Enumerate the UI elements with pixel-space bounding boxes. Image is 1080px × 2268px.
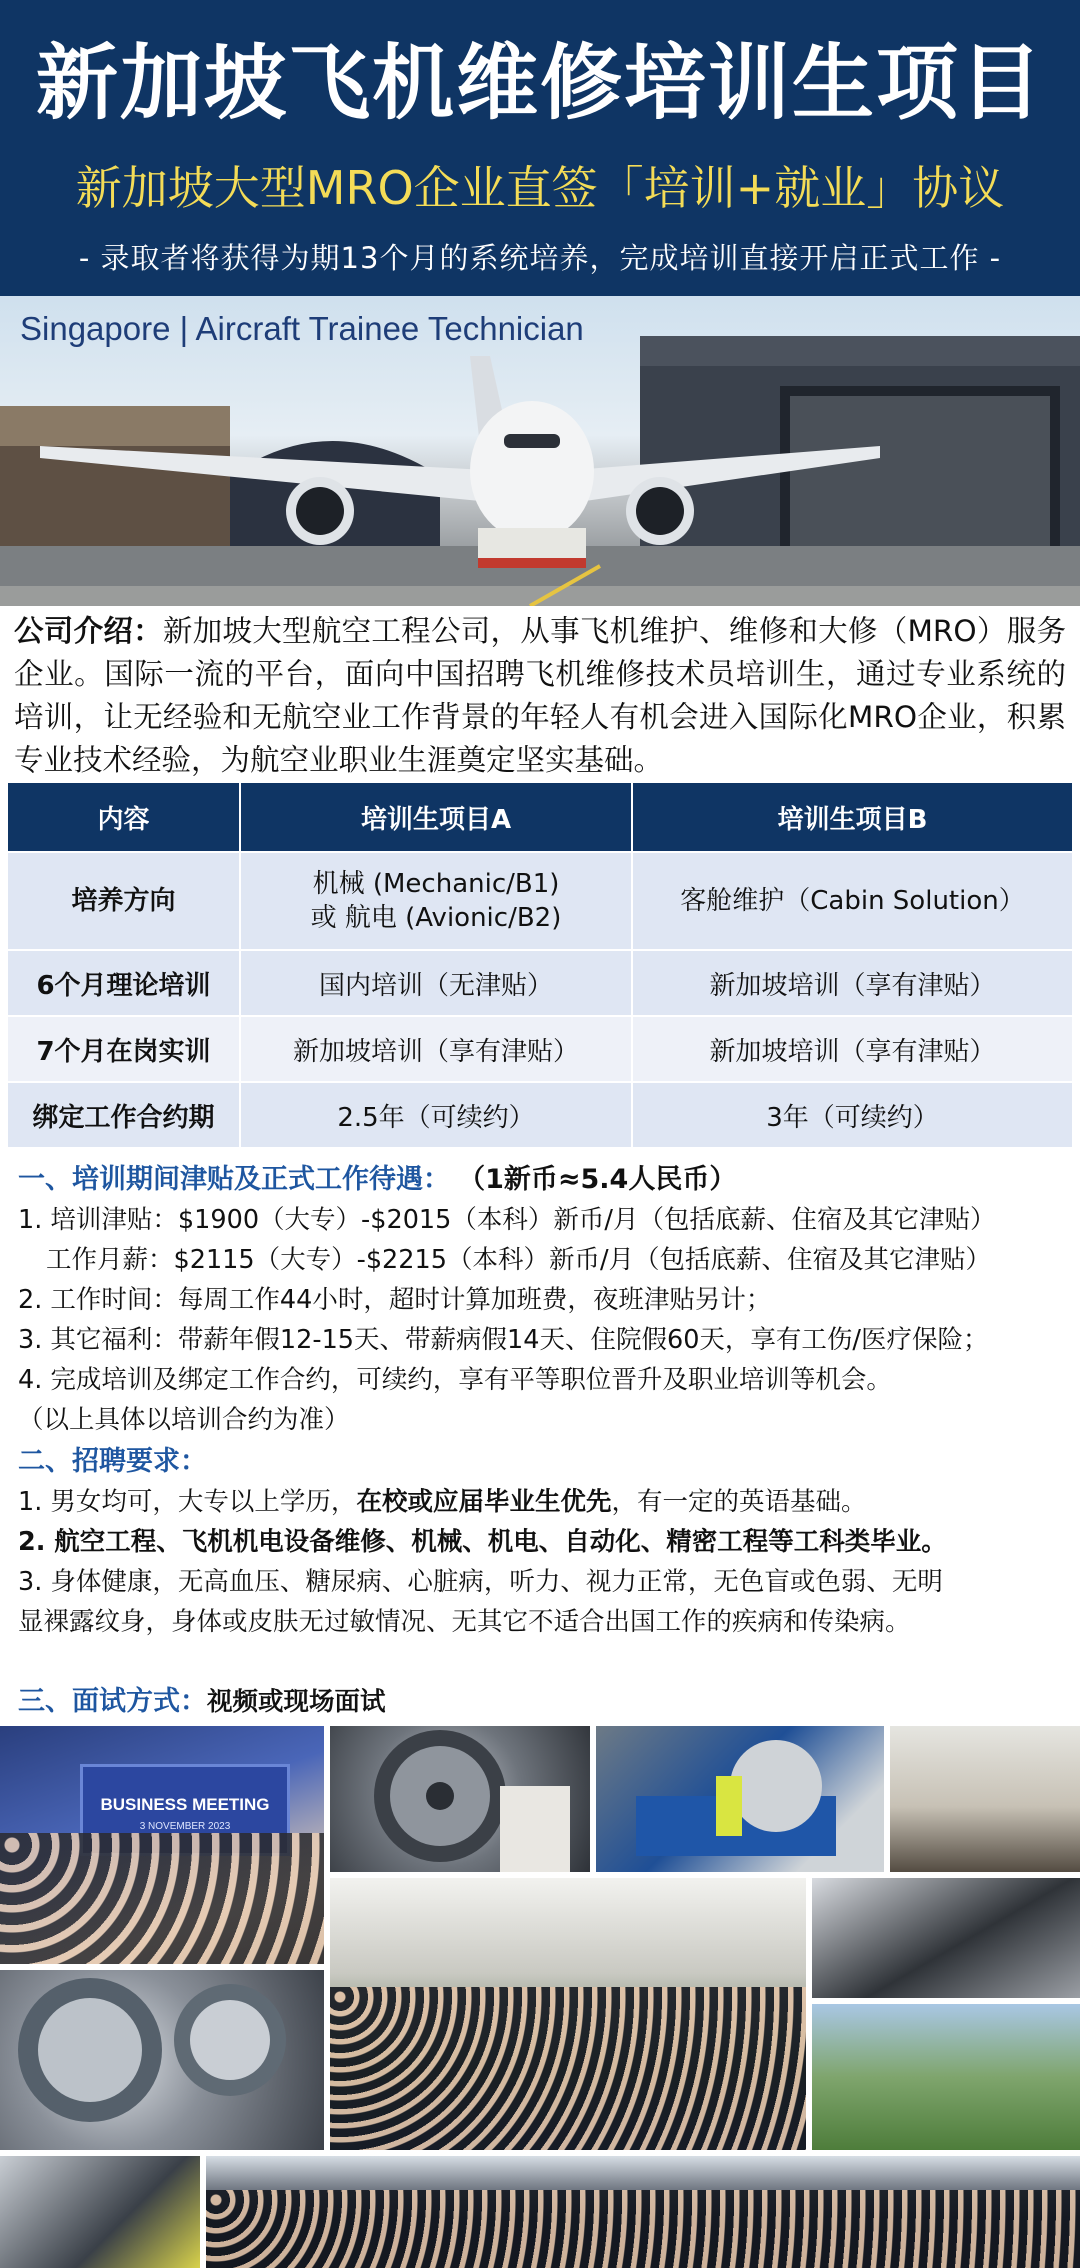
table-row [7, 1082, 1073, 1148]
table-header-cell: 培训生项目B [632, 782, 1073, 852]
requirement-text: 1. 男女均可，大专以上学历， [18, 1487, 357, 1517]
table-header-row [7, 782, 1073, 852]
hero-label: Singapore | Aircraft Trainee Technician [20, 310, 584, 347]
page-subtitle: 新加坡大型MRO企业直签「培训+就业」协议 [75, 161, 1005, 215]
photo-engine-inspection [330, 1726, 590, 1872]
intro-text: 新加坡大型航空工程公司，从事飞机维护、维修和大修（MRO）服务企业。国际一流的平台，面向中国招聘飞机维修技术员培训生，通过专业系统的培训，让无经验和无航空业工作背景的年轻人有机会进入国际化MRO企业，积累专业技术经验，为航空业职业生涯奠定坚实基础。 [14, 614, 1066, 777]
table-row-label: 6个月理论培训 [7, 950, 240, 1016]
table-cell [240, 852, 632, 950]
photo-staff-group [206, 2156, 1080, 2268]
requirement-text: ，有一定的英语基础。 [611, 1487, 867, 1517]
page-tagline: - 录取者将获得为期13个月的系统培养，完成培训直接开启正式工作 - [78, 241, 1002, 275]
table-cell: 国内培训（无津贴） [240, 950, 632, 1016]
table-cell-line: 机械 (Mechanic/B1) [312, 869, 560, 899]
benefit-line: 1. 培训津贴：$1900（大专）-$2015（本科）新币/月（包括底薪、住宿及其它津贴） [18, 1205, 996, 1235]
photo-business-meeting [0, 1726, 324, 1964]
team-members [330, 1987, 806, 2150]
section-requirements [18, 1442, 1068, 1642]
interview-method: 视频或现场面试 [207, 1687, 386, 1717]
photo-team-group [330, 1878, 806, 2150]
program-comparison-table [6, 781, 1074, 1149]
maintenance-illustration [596, 1726, 884, 1872]
photo-workshop [812, 1878, 1080, 1998]
company-intro [14, 610, 1066, 782]
section-benefits-title: 一、培训期间津贴及正式工作待遇： [18, 1164, 450, 1195]
engine-fan-illustration [330, 1726, 590, 1872]
intro-label: 公司介绍： [14, 614, 163, 648]
table-row [7, 1016, 1073, 1082]
photo-engine-maintenance [596, 1726, 884, 1872]
meeting-sign: BUSINESS MEETING [100, 1795, 270, 1814]
table-cell: 客舱维护（Cabin Solution） [632, 852, 1073, 950]
table-row [7, 852, 1073, 950]
table-cell: 新加坡培训（享有津贴） [240, 1016, 632, 1082]
requirement-line [18, 1482, 1068, 1522]
table-row-label: 7个月在岗实训 [7, 1016, 240, 1082]
engine-illustration [0, 1970, 324, 2150]
meeting-date: 3 NOVEMBER 2023 [139, 1821, 231, 1832]
table-row-label: 培养方向 [7, 852, 240, 950]
table-cell: 2.5年（可续约） [240, 1082, 632, 1148]
requirement-highlight: 在校或应届毕业生优先 [356, 1487, 612, 1517]
requirement-line: 2. 航空工程、飞机机电设备维修、机械、机电、自动化、精密工程等工科类毕业。 [18, 1527, 947, 1557]
benefit-line: 4. 完成培训及绑定工作合约，可续约，享有平等职位晋升及职业培训等机会。 [18, 1365, 892, 1395]
benefit-line: 2. 工作时间：每周工作44小时，超时计算加班费，夜班津贴另计； [18, 1285, 772, 1315]
section-interview-title: 三、面试方式： [18, 1686, 207, 1717]
photo-outdoor-activity [812, 2004, 1080, 2150]
benefit-footnote: （以上具体以培训合约为准） [18, 1405, 350, 1435]
section-benefits-heading [18, 1160, 1068, 1200]
table-cell: 新加坡培训（享有津贴） [632, 950, 1073, 1016]
requirement-line: 3. 身体健康，无高血压、糖尿病、心脏病，听力、视力正常，无色盲或色弱、无明 [18, 1567, 943, 1597]
table-cell: 新加坡培训（享有津贴） [632, 1016, 1073, 1082]
exchange-rate-note: （1新币≈5.4人民币） [458, 1164, 737, 1195]
table-cell-line: 或 航电 (Avionic/B2) [310, 903, 562, 933]
section-requirements-title: 二、招聘要求： [18, 1446, 207, 1477]
table-row-label: 绑定工作合约期 [7, 1082, 240, 1148]
hero-photo [0, 296, 1080, 606]
photo-technician [0, 2156, 200, 2268]
staff-crowd [206, 2190, 1080, 2268]
benefit-line: 3. 其它福利：带薪年假12-15天、带薪病假14天、住院假60天，享有工伤/医疗保险； [18, 1325, 989, 1355]
section-benefits [18, 1160, 1068, 1440]
audience-seats [0, 1833, 324, 1964]
photo-engine-technicians [0, 1970, 324, 2150]
header-banner [0, 0, 1080, 296]
page-title: 新加坡飞机维修培训生项目 [35, 36, 1044, 131]
requirement-line: 显裸露纹身，身体或皮肤无过敏情况、无其它不适合出国工作的疾病和传染病。 [18, 1607, 911, 1637]
table-header-cell: 培训生项目A [240, 782, 632, 852]
section-interview [18, 1682, 1068, 1722]
table-row [7, 950, 1073, 1016]
table-cell: 3年（可续约） [632, 1082, 1073, 1148]
benefit-line: 工作月薪：$2115（大专）-$2215（本科）新币/月（包括底薪、住宿及其它津贴） [46, 1245, 992, 1275]
table-header-cell: 内容 [7, 782, 240, 852]
photo-training-room [890, 1726, 1080, 1872]
